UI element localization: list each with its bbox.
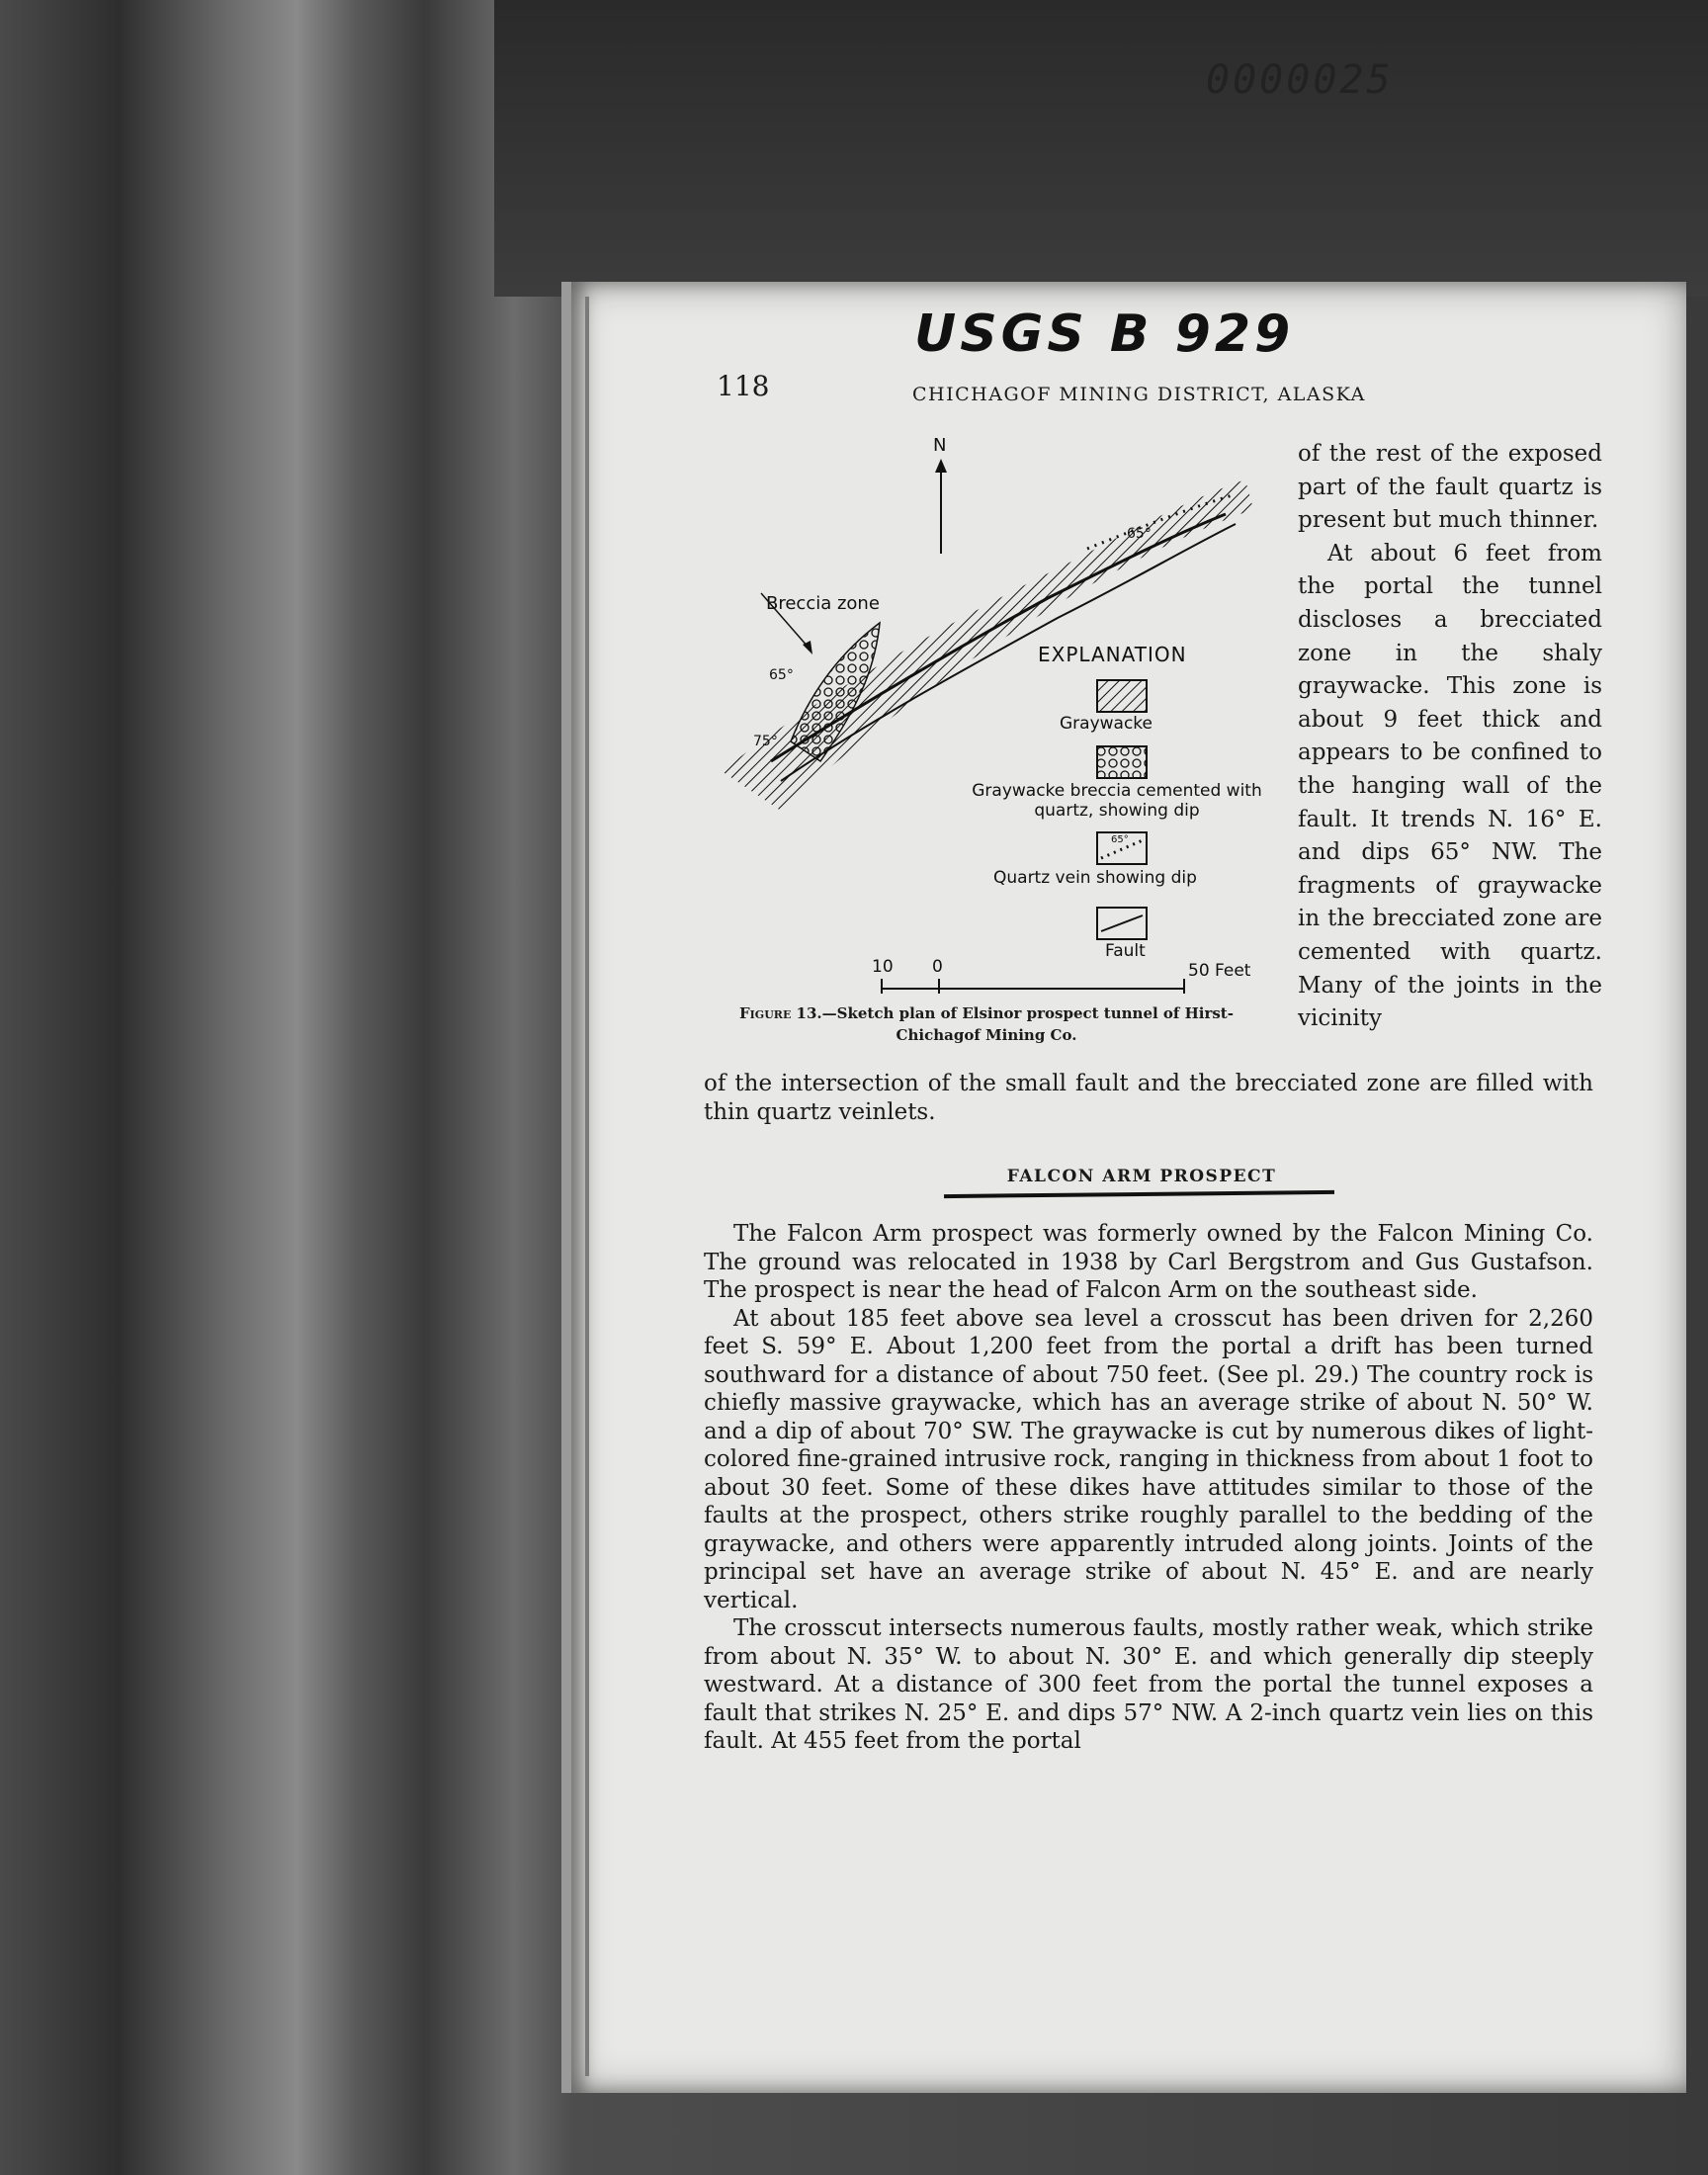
- body-paragraph: At about 185 feet above sea level a crosscut has been driven for 2,260 feet S. 59° E. About 1,200 feet from the portal a drift has been turned southward for a distance of about 750 feet. (See pl. 29.) The country rock is chiefly massive graywacke, which has an average strike of about N. 50° W. and a dip of about 70° SW. The graywacke is cut by numerous dikes of light-colored fine-grained intrusive rock, ranging in thickness from about 1 foot to about 30 feet. Some of these dikes have attitudes similar to those of the faults at the prospect, others strike roughly parallel to the bedding of the graywacke, and others were apparently intruded along joints. Joints of the principal set have an average strike of about N. 45° E. and are nearly vertical.: [704, 1305, 1593, 1613]
- legend-breccia-swatch: [1097, 746, 1147, 778]
- page-binding-edge: [585, 297, 589, 2076]
- figure-13: [692, 425, 1285, 1048]
- figure-caption: [710, 1002, 1263, 1046]
- north-label: N: [933, 435, 947, 456]
- scan-top-shadow: [494, 0, 1708, 297]
- running-head: CHICHAGOF MINING DISTRICT, ALASKA: [912, 384, 1366, 405]
- right-column-paragraph: At about 6 feet from the portal the tunnel discloses a brecciated zone in the shaly graywacke. This zone is about 9 feet thick and appears to be confined to the hanging wall of the fault. It trends N. 16° E. and dips 65° NW. The fragments of graywacke in the brecciated zone are cemented with quartz. Many of the joints in the vicinity: [1298, 540, 1602, 1032]
- handwritten-stamp: USGS B 929: [914, 304, 1295, 364]
- tunnel-sketch-plan: [692, 425, 1285, 999]
- archive-number: 0000025: [1206, 57, 1394, 103]
- legend-quartz-vein-label: Quartz vein showing dip: [993, 868, 1197, 888]
- legend-breccia-label: Graywacke breccia cemented with quartz, showing dip: [972, 781, 1262, 821]
- caption-figure-number: Figure 13.: [739, 1004, 822, 1022]
- legend-quartz-dip: 65°: [1111, 834, 1129, 845]
- page-number: 118: [717, 370, 770, 402]
- breccia-zone-label: Breccia zone: [766, 593, 880, 614]
- scale-right-label: 50 Feet: [1188, 961, 1251, 981]
- body-paragraph: The crosscut intersects numerous faults, mostly rather weak, which strike from about N. 35° W. to about N. 30° E. and which generally dip steeply westward. At a distance of 300 feet from the portal the tunnel exposes a fault that strikes N. 25° E. and dips 57° NW. A 2-inch quartz vein lies on this fault. At 455 feet from the portal: [704, 1615, 1593, 1754]
- continuation-paragraph: of the intersection of the small fault and the brecciated zone are filled with thin quartz veinlets.: [704, 1071, 1593, 1125]
- body-paragraph: The Falcon Arm prospect was formerly owned by the Falcon Mining Co. The ground was relocated in 1938 by Carl Bergstrom and Gus Gustafson. The prospect is near the head of Falcon Arm on the southeast side.: [704, 1221, 1593, 1303]
- right-column-paragraph: of the rest of the exposed part of the fault quartz is present but much thinner.: [1298, 441, 1602, 534]
- caption-text: —Sketch plan of Elsinor prospect tunnel of Hirst-Chichagof Mining Co.: [821, 1004, 1234, 1044]
- legend-fault-label: Fault: [1105, 941, 1146, 961]
- legend-graywacke-label: Graywacke: [1060, 714, 1153, 734]
- section-heading: FALCON ARM PROSPECT: [1006, 1167, 1277, 1186]
- body-text: [704, 1220, 1593, 1756]
- scale-zero-label: 0: [932, 957, 943, 977]
- continuation-text: [704, 1070, 1593, 1126]
- scale-left-label: 10: [872, 957, 894, 977]
- explanation-title: EXPLANATION: [1038, 643, 1187, 666]
- dip-label-breccia: 65°: [769, 667, 794, 683]
- right-column-text: [1298, 438, 1602, 1036]
- dip-label-upper: 65°: [1127, 526, 1152, 542]
- dip-label-lower: 75°: [753, 734, 778, 749]
- legend-graywacke-swatch: [1097, 680, 1147, 712]
